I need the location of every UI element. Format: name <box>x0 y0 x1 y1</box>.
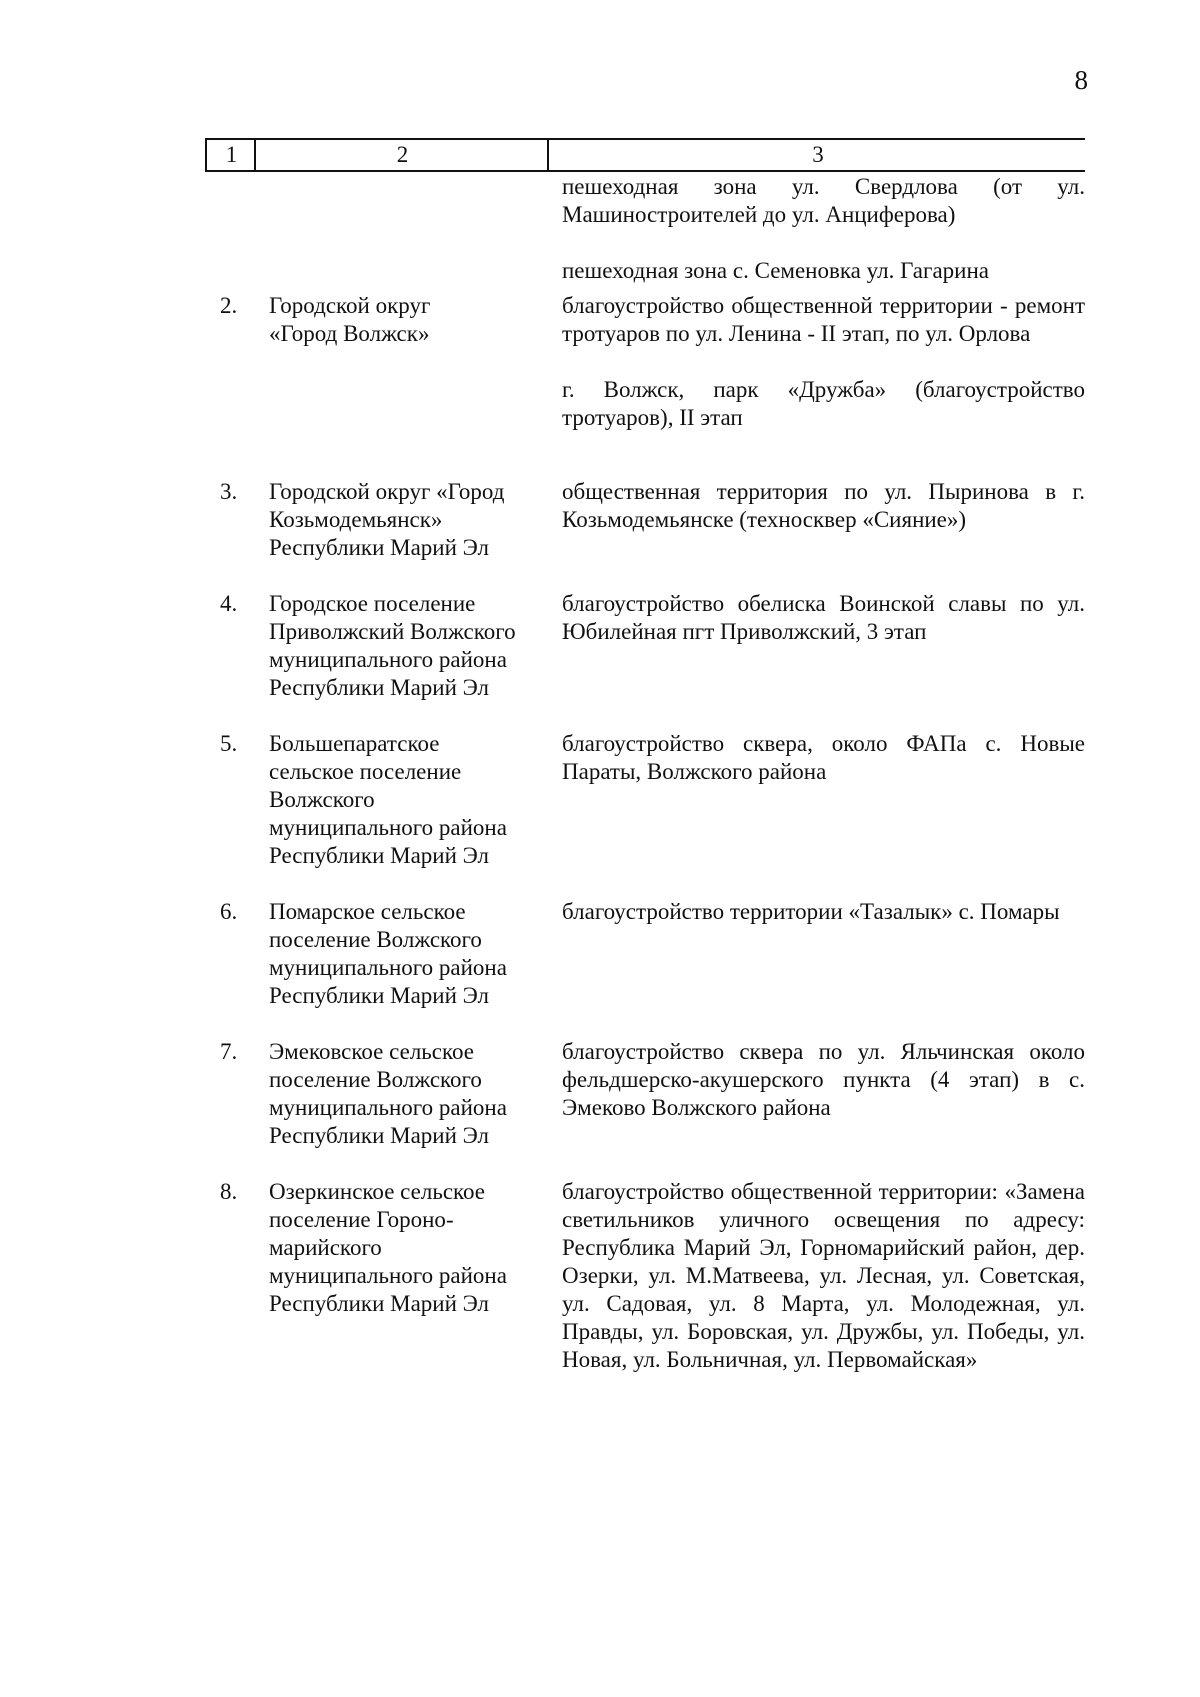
table-row <box>0 1178 1200 1438</box>
description-cell <box>562 478 1085 534</box>
description-cell <box>562 1038 1085 1122</box>
table-row <box>0 590 1200 730</box>
municipality-name: Озеркинское сельское поселение Горономарийского муниципального района Республики Марий Эл <box>269 1179 507 1316</box>
row-number: 6. <box>220 899 238 924</box>
description-item: общественная территория по ул. Пыринова в г. Козьмодемьянске (техносквер «Сияние») <box>562 479 1085 532</box>
description-item: благоустройство сквера по ул. Яльчинская около фельдшерско-акушерского пункта (4 этап) в с. Эмеково Волжского района <box>562 1039 1085 1120</box>
description-item: г. Волжск, парк «Дружба» (благоустройство тротуаров), II этап <box>562 377 1085 430</box>
table-row-continuation <box>0 174 1200 292</box>
municipality-name: Эмековское сельское поселение Волжского муниципального района Республики Марий Эл <box>269 1039 507 1148</box>
municipality-name: Большепаратское сельское поселение Волжского муниципального района Республики Марий Эл <box>269 731 507 868</box>
row-number: 8. <box>220 1179 238 1204</box>
description-item: благоустройство общественной территории - ремонт тротуаров по ул. Ленина - II этап, по ул. Орлова <box>562 293 1085 346</box>
column-header-3: 3 <box>547 140 1087 170</box>
row-number: 7. <box>220 1039 238 1064</box>
description-cell <box>562 1178 1085 1374</box>
table-row <box>0 730 1200 898</box>
description-item: благоустройство сквера, около ФАПа с. Новые Параты, Волжского района <box>562 731 1085 784</box>
description-item: благоустройство обелиска Воинской славы по ул. Юбилейная пгт Приволжский, 3 этап <box>562 591 1085 644</box>
column-header-1: 1 <box>205 140 256 170</box>
description-item: благоустройство территории «Тазалык» с. Помары <box>562 899 1060 924</box>
table-row <box>0 898 1200 1038</box>
table-row <box>0 478 1200 590</box>
row-number: 2. <box>220 293 238 318</box>
row-number: 5. <box>220 731 238 756</box>
column-header-2: 2 <box>254 140 549 170</box>
table-body <box>0 174 1200 1438</box>
row-number: 3. <box>220 479 238 504</box>
description-cell <box>562 590 1085 646</box>
municipality-name: Помарское сельское поселение Волжского муниципального района Республики Марий Эл <box>269 899 507 1008</box>
municipality-name: Городской округ «Город Козьмодемьянск» Республики Марий Эл <box>269 479 505 560</box>
description-cell <box>562 292 1085 432</box>
description-item: пешеходная зона ул. Свердлова (от ул. Машиностроителей до ул. Анциферова) <box>562 174 1085 227</box>
page-number: 8 <box>1074 65 1088 95</box>
row-number: 4. <box>220 591 238 616</box>
description-item: пешеходная зона с. Семеновка ул. Гагарина <box>562 258 989 283</box>
municipality-name: Городское поселение Приволжский Волжского муниципального района Республики Марий Эл <box>269 591 516 700</box>
description-item: благоустройство общественной территории: «Замена светильников уличного освещения по адресу: Республика Марий Эл, Горномарийский район, дер. Озерки, ул. М.Матвеева, ул. Лесная, ул. Советская, ул. Садовая, ул. 8 Марта, ул. Молодежная, ул. Правды, ул. Боровская, ул. Дружбы, ул. Победы, ул. Новая, ул. Больничная, ул. Первомайская» <box>562 1179 1085 1372</box>
municipality-name: Городской округ «Город Волжск» <box>269 293 431 346</box>
table-header <box>205 138 1085 172</box>
description-cell <box>562 730 1085 786</box>
description-cell <box>562 173 1085 285</box>
table-row <box>0 292 1200 478</box>
table-row <box>0 1038 1200 1178</box>
description-cell <box>562 898 1085 926</box>
